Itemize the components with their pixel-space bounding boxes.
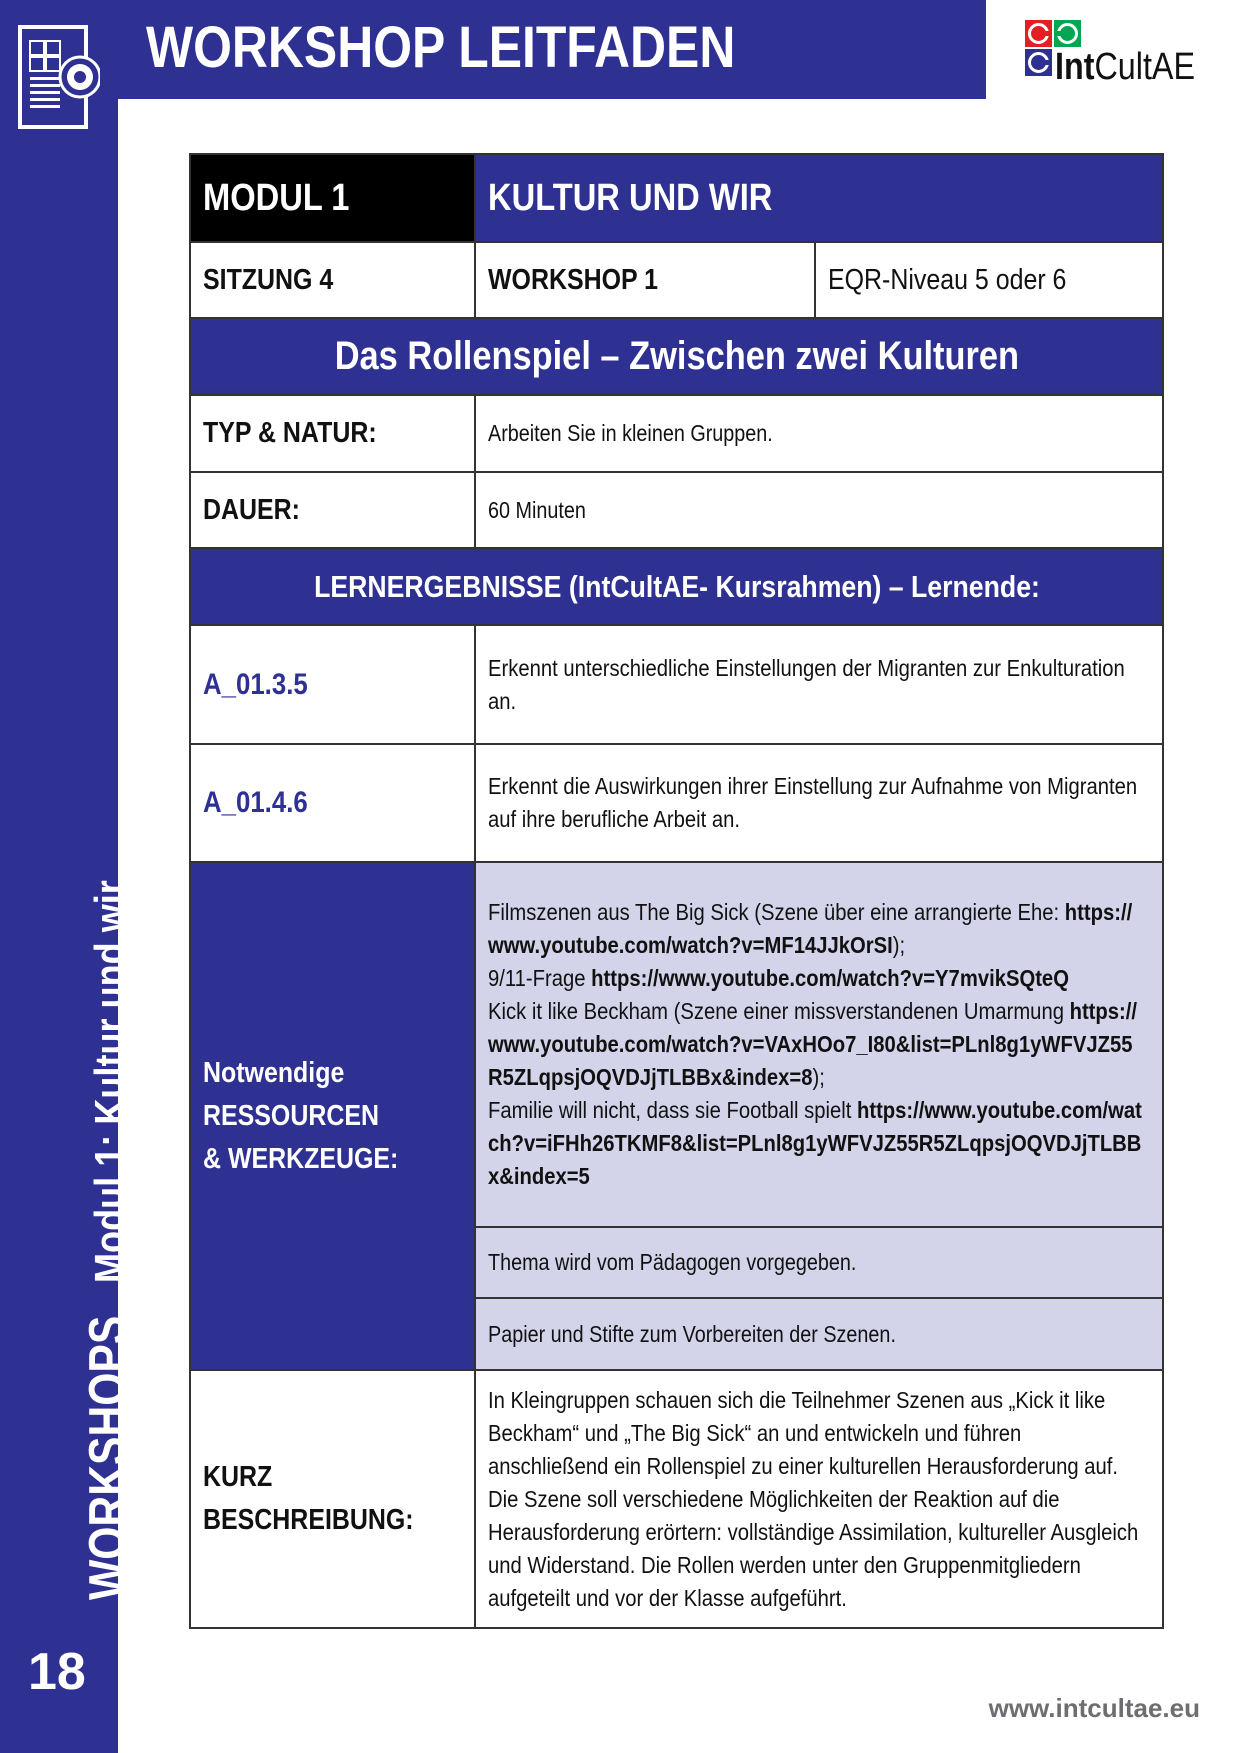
resources-films: Filmszenen aus The Big Sick (Szene über eine arrangierte Ehe: https://www.youtube.com/watch?v=MF14JJkOrSI); 9/11-Frage https://www.youtube.com/watch?v=Y7mvikSQteQ Kick it like Beckham (Szene einer missverstandenen Umarmung https://www.youtube.com/watch?v=VAxHOo7_I80&list=PLnl8g1yWFVJZ55R5ZLqpsjOQVDJjTLBBx&index=8); Familie will nicht, dass sie Football spielt https://www.youtube.com/watch?v=iFHh26TKMF8&list=PLnl8g1yWFVJZ55R5ZLqpsjOQVDJjTLBBx&index=5 — [475, 862, 1163, 1227]
type-row — [190, 395, 1163, 472]
logo-face-green-icon — [1054, 20, 1081, 47]
film-link-beckham-football[interactable]: https://www.youtube.com/watch?v=iFHh26TKMF8&list=PLnl8g1yWFVJZ55R5ZLqpsjOQVDJjTLBBx&index=5 — [487, 1097, 1142, 1189]
outcomes-header: LERNERGEBNISSE (IntCultAE- Kursrahmen) – Lernende: — [190, 548, 1163, 625]
intcultae-logo — [1025, 20, 1205, 90]
section-workshops: WORKSHOPS — [79, 1315, 137, 1600]
outcome-code: A_01.3.5 — [190, 625, 475, 744]
section-module: Modul 1: Kultur und wir — [86, 880, 135, 1284]
film-link-911[interactable]: https://www.youtube.com/watch?v=Y7mvikSQteQ — [590, 965, 1069, 991]
outcome-row — [190, 625, 1163, 744]
resources-row — [190, 862, 1163, 1227]
outcomes-header-row — [190, 548, 1163, 625]
resources-topic: Thema wird vom Pädagogen vorgegeben. — [475, 1227, 1163, 1298]
workshop-label: WORKSHOP 1 — [475, 242, 815, 318]
film-link-big-sick[interactable]: https://www.youtube.com/watch?v=MF14JJkOrSI — [487, 899, 1132, 958]
workshop-guide-icon — [18, 25, 100, 129]
resources-materials: Papier und Stifte zum Vorbereiten der Szenen. — [475, 1298, 1163, 1370]
workshop-table — [189, 153, 1164, 1629]
outcome-row — [190, 744, 1163, 862]
eqr-level: EQR-Niveau 5 oder 6 — [815, 242, 1163, 318]
outcome-text: Erkennt die Auswirkungen ihrer Einstellung zur Aufnahme von Migranten auf ihre berufliche Arbeit an. — [475, 744, 1163, 862]
page-number: 18 — [28, 1643, 86, 1701]
film-link-beckham-hug[interactable]: https://www.youtube.com/watch?v=VAxHOo7_I80&list=PLnl8g1yWFVJZ55R5ZLqpsjOQVDJjTLBBx&index=8 — [487, 998, 1137, 1090]
duration-value: 60 Minuten — [475, 472, 1163, 548]
page-title: WORKSHOP LEITFADEN — [146, 15, 736, 80]
logo-wordmark: IntCultAE — [1055, 46, 1196, 88]
duration-row — [190, 472, 1163, 548]
logo-face-blue-icon — [1025, 49, 1052, 76]
footer-website[interactable]: www.intcultae.eu — [988, 1693, 1200, 1723]
workshop-title: Das Rollenspiel – Zwischen zwei Kulturen — [190, 318, 1163, 395]
outcome-text: Erkennt unterschiedliche Einstellungen der Migranten zur Enkulturation an. — [475, 625, 1163, 744]
module-label: MODUL 1 — [190, 154, 475, 242]
description-row — [190, 1370, 1163, 1628]
outcome-code: A_01.4.6 — [190, 744, 475, 862]
session-row — [190, 242, 1163, 318]
resources-label: Notwendige RESSOURCEN & WERKZEUGE: — [190, 862, 475, 1370]
session-label: SITZUNG 4 — [190, 242, 475, 318]
sidebar-section-label — [79, 792, 137, 1600]
module-title: KULTUR UND WIR — [475, 154, 1163, 242]
type-value: Arbeiten Sie in kleinen Gruppen. — [475, 395, 1163, 472]
logo-face-red-icon — [1025, 20, 1052, 47]
duration-label: DAUER: — [190, 472, 475, 548]
description-label: KURZ BESCHREIBUNG: — [190, 1370, 475, 1628]
description-text: In Kleingruppen schauen sich die Teilnehmer Szenen aus „Kick it like Beckham“ und „The Big Sick“ an und entwickeln und führen anschließend ein Rollenspiel zu einer kulturellen Herausforderung auf. Die Szene soll verschiedene Möglichkeiten der Reaktion auf die Herausforderung erörtern: vollständige Assimilation, kultureller Ausgleich und Widerstand. Die Rollen werden unter den Gruppenmitgliedern aufgeteilt und vor der Klasse aufgeführt. — [475, 1370, 1163, 1628]
module-row — [190, 154, 1163, 242]
title-row — [190, 318, 1163, 395]
type-label: TYP & NATUR: — [190, 395, 475, 472]
